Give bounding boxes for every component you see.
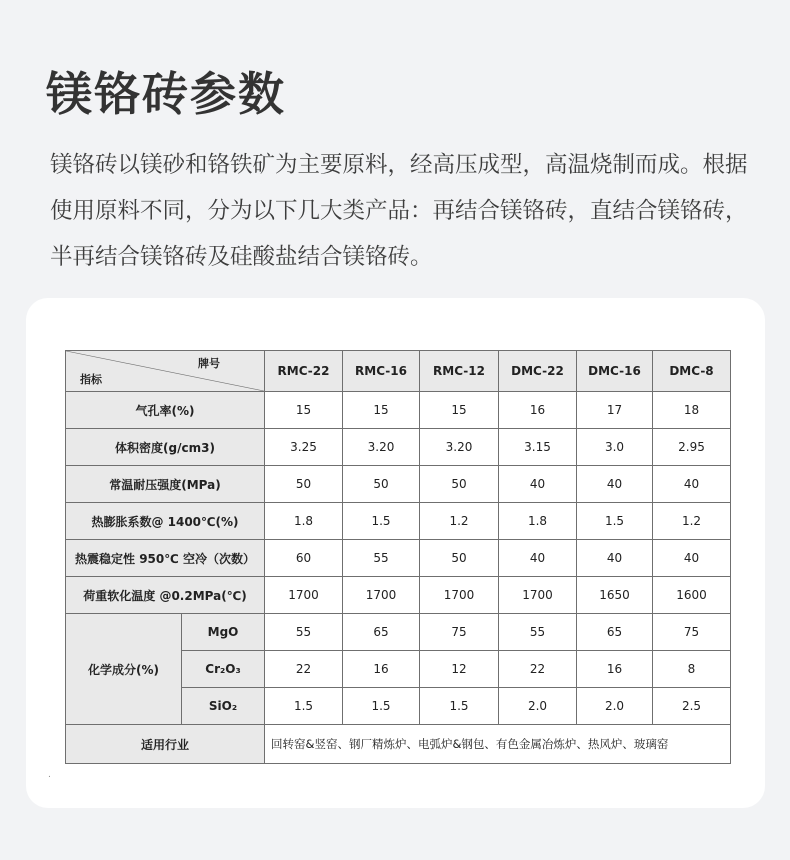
table-cell: 15 bbox=[343, 392, 420, 429]
table-cell: 65 bbox=[343, 614, 420, 651]
table-cell: 2.95 bbox=[653, 429, 731, 466]
table-cell: 12 bbox=[420, 651, 499, 688]
header-index-label: 指标 bbox=[80, 373, 102, 386]
table-row bbox=[66, 503, 731, 540]
brand-header: RMC-16 bbox=[343, 351, 420, 392]
table-cell: 40 bbox=[653, 540, 731, 577]
stray-mark: . bbox=[48, 770, 51, 780]
header-diagonal-cell bbox=[66, 351, 265, 392]
table-cell: 1650 bbox=[577, 577, 653, 614]
row-label: MgO bbox=[182, 614, 265, 651]
table-cell: 1.2 bbox=[653, 503, 731, 540]
table-cell: 22 bbox=[499, 651, 577, 688]
table-cell: 16 bbox=[343, 651, 420, 688]
table-cell: 2.0 bbox=[499, 688, 577, 725]
spec-card bbox=[26, 298, 765, 808]
table-cell: 40 bbox=[499, 540, 577, 577]
table-cell: 50 bbox=[420, 466, 499, 503]
product-description: 镁铬砖以镁砂和铬铁矿为主要原料，经高压成型，高温烧制而成。根据使用原料不同，分为以下几大类产品：再结合镁铬砖，直结合镁铬砖，半再结合镁铬砖及硅酸盐结合镁铬砖。 bbox=[50, 152, 748, 270]
row-label: 热震稳定性 950℃ 空冷（次数） bbox=[66, 540, 265, 577]
table-cell: 1700 bbox=[265, 577, 343, 614]
table-cell: 1.2 bbox=[420, 503, 499, 540]
table-cell: 75 bbox=[420, 614, 499, 651]
table-cell: 15 bbox=[265, 392, 343, 429]
table-cell: 40 bbox=[653, 466, 731, 503]
table-cell: 22 bbox=[265, 651, 343, 688]
row-label: SiO₂ bbox=[182, 688, 265, 725]
table-cell: 55 bbox=[265, 614, 343, 651]
table-cell: 60 bbox=[265, 540, 343, 577]
applications-cell: 回转窑&竖窑、钢厂精炼炉、电弧炉&钢包、有色金属冶炼炉、热风炉、玻璃窑 bbox=[265, 725, 731, 764]
table-cell: 3.20 bbox=[420, 429, 499, 466]
table-cell: 3.20 bbox=[343, 429, 420, 466]
table-cell: 50 bbox=[343, 466, 420, 503]
table-row bbox=[66, 540, 731, 577]
table-cell: 1.5 bbox=[265, 688, 343, 725]
brand-header: RMC-22 bbox=[265, 351, 343, 392]
table-cell: 17 bbox=[577, 392, 653, 429]
page-title: 镁铬砖参数 bbox=[46, 67, 286, 121]
table-row bbox=[66, 725, 731, 764]
brand-header: DMC-16 bbox=[577, 351, 653, 392]
table-cell: 55 bbox=[499, 614, 577, 651]
table-cell: 1.8 bbox=[265, 503, 343, 540]
table-cell: 1600 bbox=[653, 577, 731, 614]
row-label: Cr₂O₃ bbox=[182, 651, 265, 688]
table-cell: 40 bbox=[577, 466, 653, 503]
table-cell: 3.0 bbox=[577, 429, 653, 466]
table-cell: 1.5 bbox=[577, 503, 653, 540]
table-cell: 55 bbox=[343, 540, 420, 577]
chem-composition-label: 化学成分(%) bbox=[66, 614, 182, 725]
table-cell: 3.15 bbox=[499, 429, 577, 466]
table-cell: 1.5 bbox=[343, 503, 420, 540]
row-label: 适用行业 bbox=[66, 725, 265, 764]
table-cell: 1.5 bbox=[343, 688, 420, 725]
table-cell: 16 bbox=[577, 651, 653, 688]
table-cell: 40 bbox=[499, 466, 577, 503]
table-cell: 18 bbox=[653, 392, 731, 429]
table-row bbox=[66, 392, 731, 429]
table-cell: 2.5 bbox=[653, 688, 731, 725]
table-cell: 50 bbox=[265, 466, 343, 503]
row-label: 荷重软化温度 @0.2MPa(℃) bbox=[66, 577, 265, 614]
table-cell: 75 bbox=[653, 614, 731, 651]
table-cell: 3.25 bbox=[265, 429, 343, 466]
table-cell: 1700 bbox=[420, 577, 499, 614]
table-row bbox=[66, 614, 731, 651]
table-cell: 1700 bbox=[343, 577, 420, 614]
spec-table bbox=[65, 350, 731, 764]
table-cell: 40 bbox=[577, 540, 653, 577]
brand-header: RMC-12 bbox=[420, 351, 499, 392]
table-row bbox=[66, 466, 731, 503]
row-label: 热膨胀系数@ 1400℃(%) bbox=[66, 503, 265, 540]
table-cell: 2.0 bbox=[577, 688, 653, 725]
brand-header: DMC-8 bbox=[653, 351, 731, 392]
header-brand-label: 牌号 bbox=[198, 357, 220, 370]
table-cell: 1.5 bbox=[420, 688, 499, 725]
row-label: 常温耐压强度(MPa) bbox=[66, 466, 265, 503]
row-label: 气孔率(%) bbox=[66, 392, 265, 429]
row-label: 体积密度(g/cm3) bbox=[66, 429, 265, 466]
table-cell: 1.8 bbox=[499, 503, 577, 540]
table-cell: 65 bbox=[577, 614, 653, 651]
table-cell: 1700 bbox=[499, 577, 577, 614]
table-cell: 8 bbox=[653, 651, 731, 688]
table-cell: 16 bbox=[499, 392, 577, 429]
brand-header: DMC-22 bbox=[499, 351, 577, 392]
table-row bbox=[66, 577, 731, 614]
table-row bbox=[66, 429, 731, 466]
table-header-row bbox=[66, 351, 731, 392]
table-cell: 50 bbox=[420, 540, 499, 577]
table-cell: 15 bbox=[420, 392, 499, 429]
